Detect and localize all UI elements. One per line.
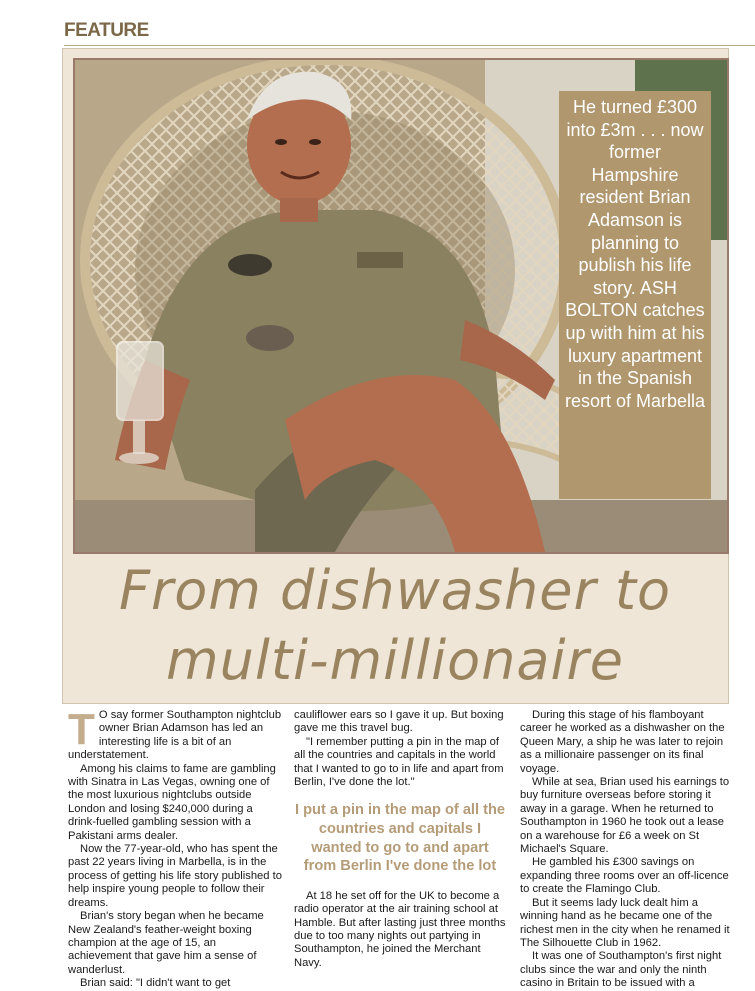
- article-column-2: [294, 709, 506, 970]
- section-label: FEATURE: [64, 20, 149, 41]
- paragraph-text: O say former Southampton nightclub owner Brian Adamson has led an interesting life is a bit of an understatement.: [68, 709, 282, 762]
- headline: [64, 556, 726, 696]
- article-column-1: [68, 705, 282, 991]
- paragraph: cauliflower ears so I gave it up. But boxing gave me this travel bug.: [294, 709, 504, 735]
- pull-quote: I put a pin in the map of all the countries and capitals I wanted to go to and apart from Berlin I've done the lot: [295, 802, 505, 875]
- paragraph: During this stage of his flamboyant career he worked as a dishwasher on the Queen Mary, a ship he was later to rejoin as a millionaire passenger on its final voyage.: [520, 709, 725, 775]
- headline-line-2: multi-millionaire: [166, 629, 624, 692]
- paragraph: He gambled his £300 savings on expanding three rooms over an off-licence to create the Flamingo Club.: [520, 856, 729, 896]
- paragraph: While at sea, Brian used his earnings to buy furniture overseas before storing it away in a garage. When he returned to Southampton in 1960 he took out a lease on a warehouse for £6 a week on St Michael's Square.: [520, 776, 730, 856]
- headline-line-1: From dishwasher to: [118, 559, 672, 622]
- standfirst-caption: He turned £300 into £3m . . . now former Hampshire resident Brian Adamson is planning to publish his life story. ASH BOLTON catches up with him at his luxury apartment in the Spanish resort of Marbella: [559, 91, 711, 499]
- paragraph: It was one of Southampton's first night clubs since the war and only the ninth casino in Britain to be issued with a: [520, 950, 722, 990]
- paragraph: Now the 77-year-old, who has spent the past 22 years living in Marbella, is in the process of getting his life story published to help inspire young people to follow their dreams.: [68, 843, 282, 909]
- paragraph: Brian said: "I didn't want to get: [80, 977, 231, 990]
- article-column-3: [520, 709, 734, 991]
- header-rule: [64, 45, 755, 46]
- paragraph: Among his claims to fame are gambling with Sinatra in Las Vegas, owning one of the most luxurious nightclubs outside London and losing $240,000 during a drink-fuelled gambling session with a Pakistani arms dealer.: [68, 762, 276, 842]
- drop-cap: T: [68, 705, 95, 754]
- paragraph: Brian's story began when he became New Zealand's feather-weight boxing champion at the age of 15, an achievement that gave him a sense of wanderlust.: [68, 910, 264, 976]
- paragraph: But it seems lady luck dealt him a winning hand as he became one of the richest men in the city when he renamed it The Silhouette Club in 1962.: [520, 896, 730, 949]
- paragraph: At 18 he set off for the UK to become a radio operator at the air training school at Hamble. But after lasting just three months due to too many nights out partying in Southampton, he joined the Merchant Navy.: [294, 889, 506, 969]
- paragraph: "I remember putting a pin in the map of all the countries and capitals in the world that I wanted to go to in life and apart from Berlin, I've done the lot.": [294, 735, 504, 789]
- paragraph: [68, 705, 282, 763]
